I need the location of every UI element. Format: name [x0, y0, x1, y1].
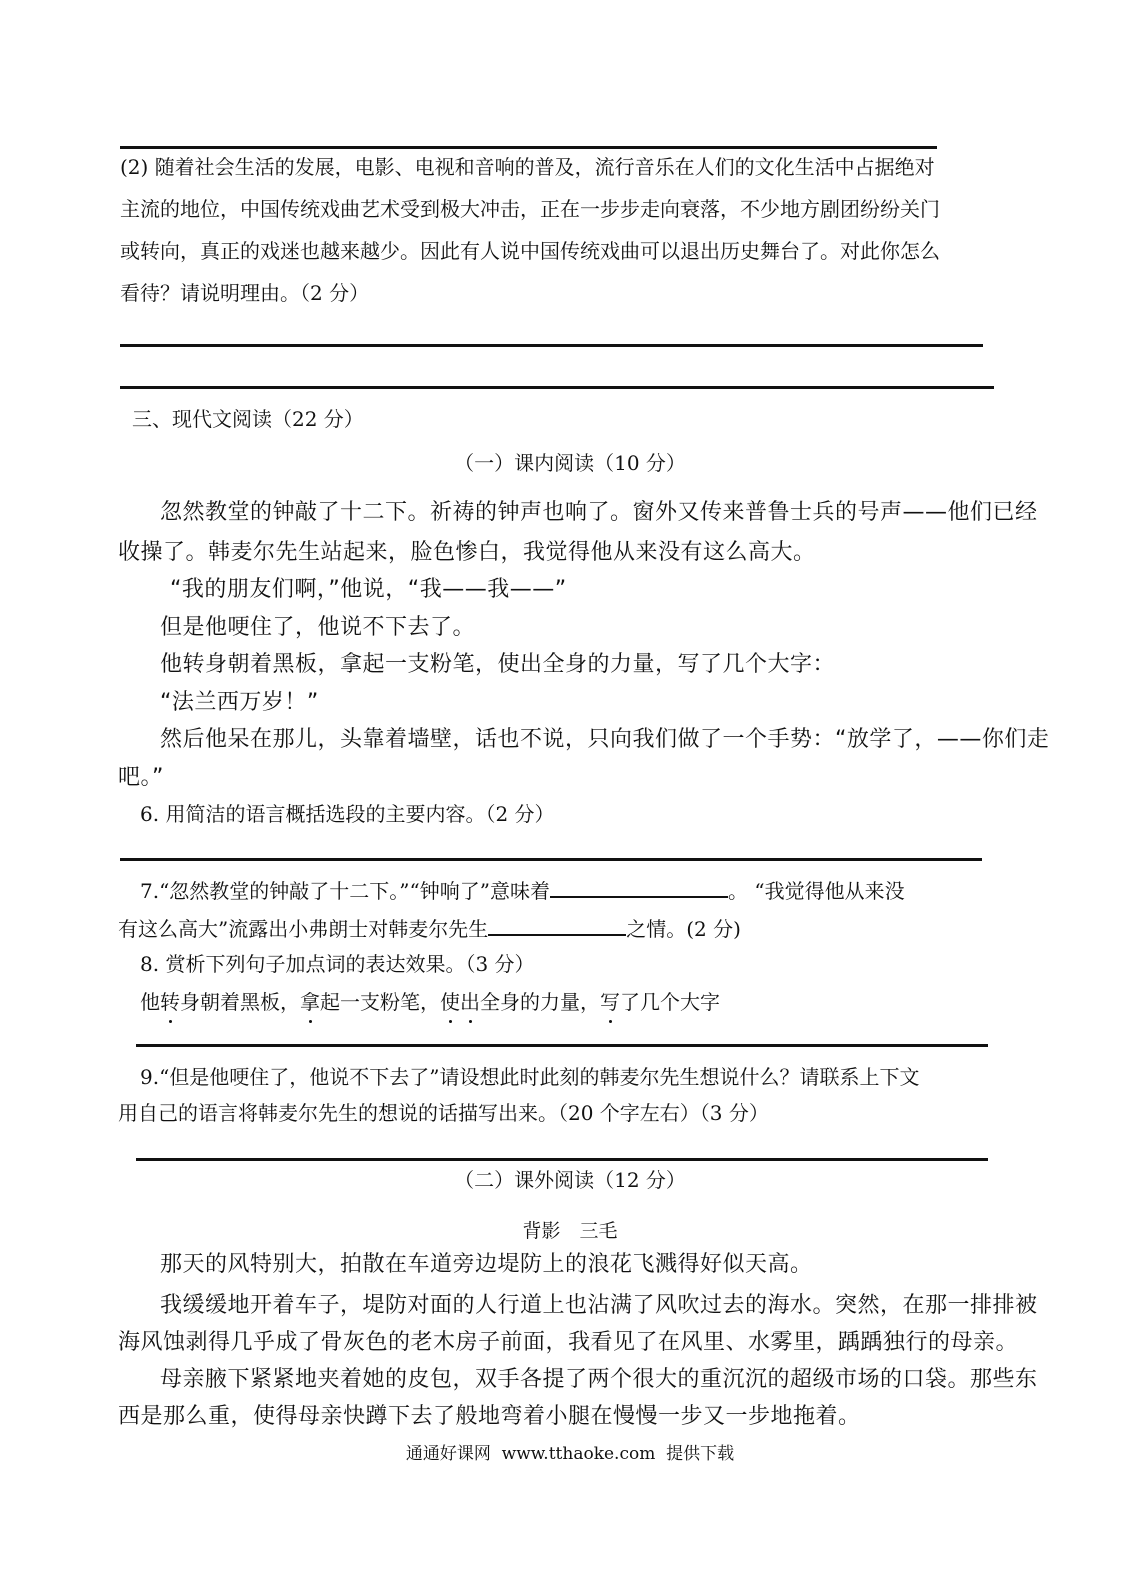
q7-text-c: 有这么高大”流露出小弗朗士对韩麦尔先生	[118, 917, 489, 941]
q7-text-b: 。 “我觉得他从来没	[727, 879, 905, 903]
story-line-4: 母亲腋下紧紧地夹着她的皮包，双手各提了两个很大的重沉沉的超级市场的口袋。那些东	[160, 1367, 1038, 1392]
subsection-heading: （二）课外阅读（12 分）	[454, 1168, 686, 1192]
story-line-1: 那天的风特别大，拍散在车道旁边堤防上的浪花飞溅得好似天高。	[160, 1252, 813, 1277]
answer-line	[136, 1044, 988, 1047]
passage-line-5: 他转身朝着黑板，拿起一支粉笔，使出全身的力量，写了几个大字：	[160, 652, 836, 677]
q2-line-4: 看待？请说明理由。（2 分）	[120, 281, 370, 305]
q8-dotted-word-take: 拿	[300, 990, 320, 1014]
q8-sentence	[140, 989, 720, 1015]
page-footer: 通通好课网 www.tthaoke.com 提供下载	[405, 1444, 735, 1464]
q8-dotted-word-write: 写	[600, 990, 620, 1014]
q7-blank-1[interactable]	[550, 876, 728, 898]
question-6: 6. 用简洁的语言概括选段的主要内容。（2 分）	[140, 802, 555, 826]
passage-line-8: 吧。”	[118, 765, 164, 790]
q7-blank-2[interactable]	[488, 914, 626, 936]
q2-line-1: (2) 随着社会生活的发展，电影、电视和音响的普及，流行音乐在人们的文化生活中占据绝对	[120, 155, 935, 179]
question-9-line-2: 用自己的语言将韩麦尔先生的想说的话描写出来。（20 个字左右）（3 分）	[118, 1101, 769, 1125]
question-7-line-1	[140, 876, 905, 904]
q8-dotted-word-use: 使	[440, 990, 460, 1014]
story-line-3: 海风蚀剥得几乎成了骨灰色的老木房子前面，我看见了在风里、水雾里，踽踽独行的母亲。	[118, 1330, 1019, 1355]
answer-line	[120, 858, 982, 861]
q2-line-2: 主流的地位，中国传统戏曲艺术受到极大冲击，正在一步步走向衰落，不少地方剧团纷纷关门	[120, 197, 940, 221]
q8-dotted-word-out: 出	[460, 990, 480, 1014]
passage-line-1: 忽然教堂的钟敲了十二下。祈祷的钟声也响了。窗外又传来普鲁士兵的号声——他们已经	[160, 500, 1038, 525]
q7-text-d: 之情。(2 分)	[626, 917, 741, 941]
q8-word: 他	[140, 990, 160, 1014]
subsection-heading: （一）课内阅读（10 分）	[454, 451, 686, 475]
section-heading: 三、现代文阅读（22 分）	[132, 407, 364, 431]
q8-word: 起一支粉笔，	[320, 990, 440, 1014]
story-line-5: 西是那么重，使得母亲快蹲下去了般地弯着小腿在慢慢一步又一步地拖着。	[118, 1404, 861, 1429]
answer-line	[136, 1158, 988, 1161]
q2-line-3: 或转向，真正的戏迷也越来越少。因此有人说中国传统戏曲可以退出历史舞台了。对此你怎么	[120, 239, 940, 263]
passage-line-2: 收操了。韩麦尔先生站起来，脸色惨白，我觉得他从来没有这么高大。	[118, 540, 816, 565]
question-8: 8. 赏析下列句子加点词的表达效果。（3 分）	[140, 952, 535, 976]
story-title: 背影 三毛	[522, 1220, 618, 1242]
q8-word: 了几个大字	[620, 990, 720, 1014]
q7-text-a: 7.“忽然教堂的钟敲了十二下。”“钟响了”意味着	[140, 879, 550, 903]
answer-line	[120, 386, 994, 389]
q8-word: 身朝着黑板，	[180, 990, 300, 1014]
q8-dotted-word-turn: 转	[160, 990, 180, 1014]
story-line-2: 我缓缓地开着车子，堤防对面的人行道上也沾满了风吹过去的海水。突然，在那一排排被	[160, 1293, 1038, 1318]
passage-line-6: “法兰西万岁！”	[160, 690, 319, 715]
passage-line-4: 但是他哽住了，他说不下去了。	[160, 615, 476, 640]
passage-line-7: 然后他呆在那儿，头靠着墙壁，话也不说，只向我们做了一个手势：“放学了，——你们走	[160, 727, 1050, 752]
question-7-line-2	[118, 914, 741, 942]
answer-line	[120, 344, 983, 347]
q8-word: 全身的力量，	[480, 990, 600, 1014]
question-9-line-1: 9.“但是他哽住了，他说不下去了”请设想此时此刻的韩麦尔先生想说什么？请联系上下文	[140, 1065, 920, 1089]
passage-line-3: “我的朋友们啊，”他说，“我——我——”	[170, 577, 567, 602]
answer-line	[120, 146, 937, 149]
